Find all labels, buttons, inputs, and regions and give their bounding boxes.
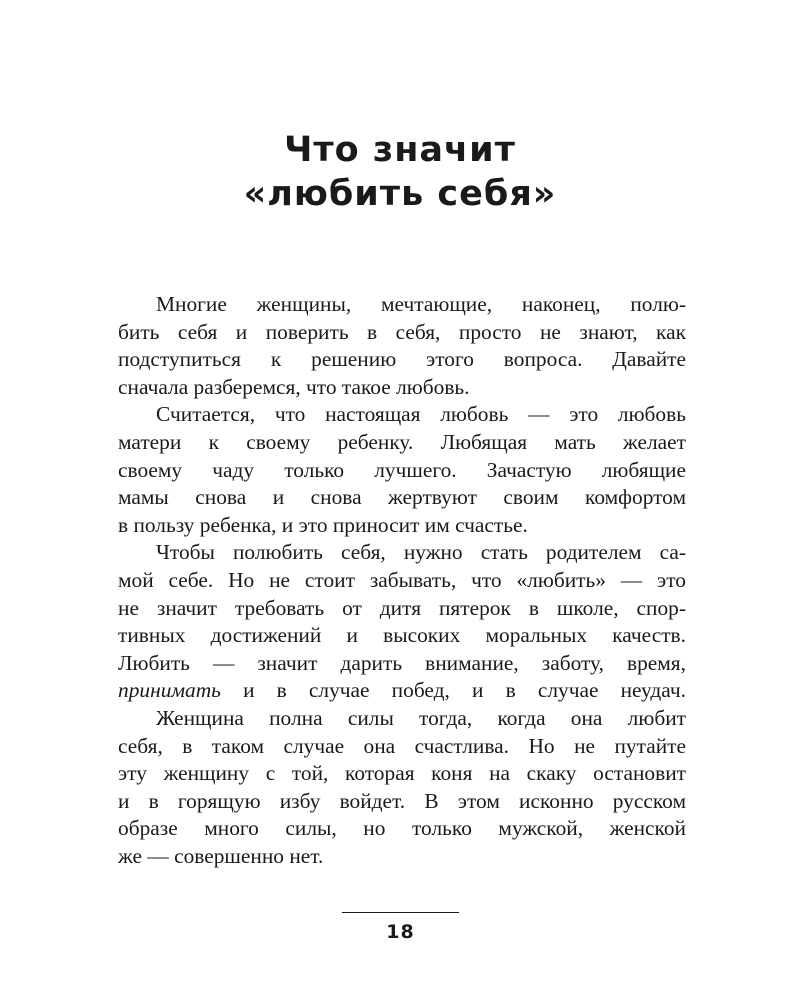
text-line: в пользу ребенка, и это приносит им счастье. xyxy=(118,512,528,537)
text-line-rest: и в случае побед, и в случае неудач. xyxy=(243,678,686,703)
text-line: Многие женщины, мечтающие, наконец, полю- xyxy=(156,292,686,316)
text-line: и в горящую избу войдет. В этом исконно русском xyxy=(118,788,686,813)
text-line: себя, в таком случае она счастлива. Но не путайте xyxy=(118,733,686,758)
page-number: 18 xyxy=(386,921,415,943)
text-line: не значит требовать от дитя пятерок в школе, спор- xyxy=(118,595,686,620)
text-line: Женщина полна силы тогда, когда она любит xyxy=(156,705,686,730)
italic-word: принимать xyxy=(118,678,221,703)
text-line: мамы снова и снова жертвуют своим комфортом xyxy=(118,485,686,510)
text-line: бить себя и поверить в себя, просто не знают, как xyxy=(118,319,686,344)
body-text xyxy=(118,291,686,870)
text-line: образе много силы, но только мужской, женской xyxy=(118,816,686,841)
text-line: подступиться к решению этого вопроса. Давайте xyxy=(118,347,686,372)
text-line: тивных достижений и высоких моральных качеств. xyxy=(118,623,686,648)
chapter-title-line-1: Что значит xyxy=(284,130,516,170)
text-line: же — совершенно нет. xyxy=(118,843,324,868)
text-line: своему чаду только лучшего. Зачастую любящие xyxy=(118,457,686,482)
footer-rule xyxy=(342,912,459,913)
text-line: матери к своему ребенку. Любящая мать желает xyxy=(118,429,686,454)
text-line: сначала разберемся, что такое любовь. xyxy=(118,374,470,399)
text-line-with-italic xyxy=(118,677,686,705)
text-line: Любить — значит дарить внимание, заботу, время, xyxy=(118,650,686,675)
chapter-title-line-2: «любить себя» xyxy=(243,174,557,214)
chapter-title xyxy=(0,128,800,216)
text-line: Чтобы полюбить себя, нужно стать родителем са- xyxy=(156,540,686,565)
text-line: эту женщину с той, которая коня на скаку остановит xyxy=(118,761,686,786)
text-line: мой себе. Но не стоит забывать, что «любить» — это xyxy=(118,567,686,592)
text-line: Считается, что настоящая любовь — это любовь xyxy=(156,402,686,427)
